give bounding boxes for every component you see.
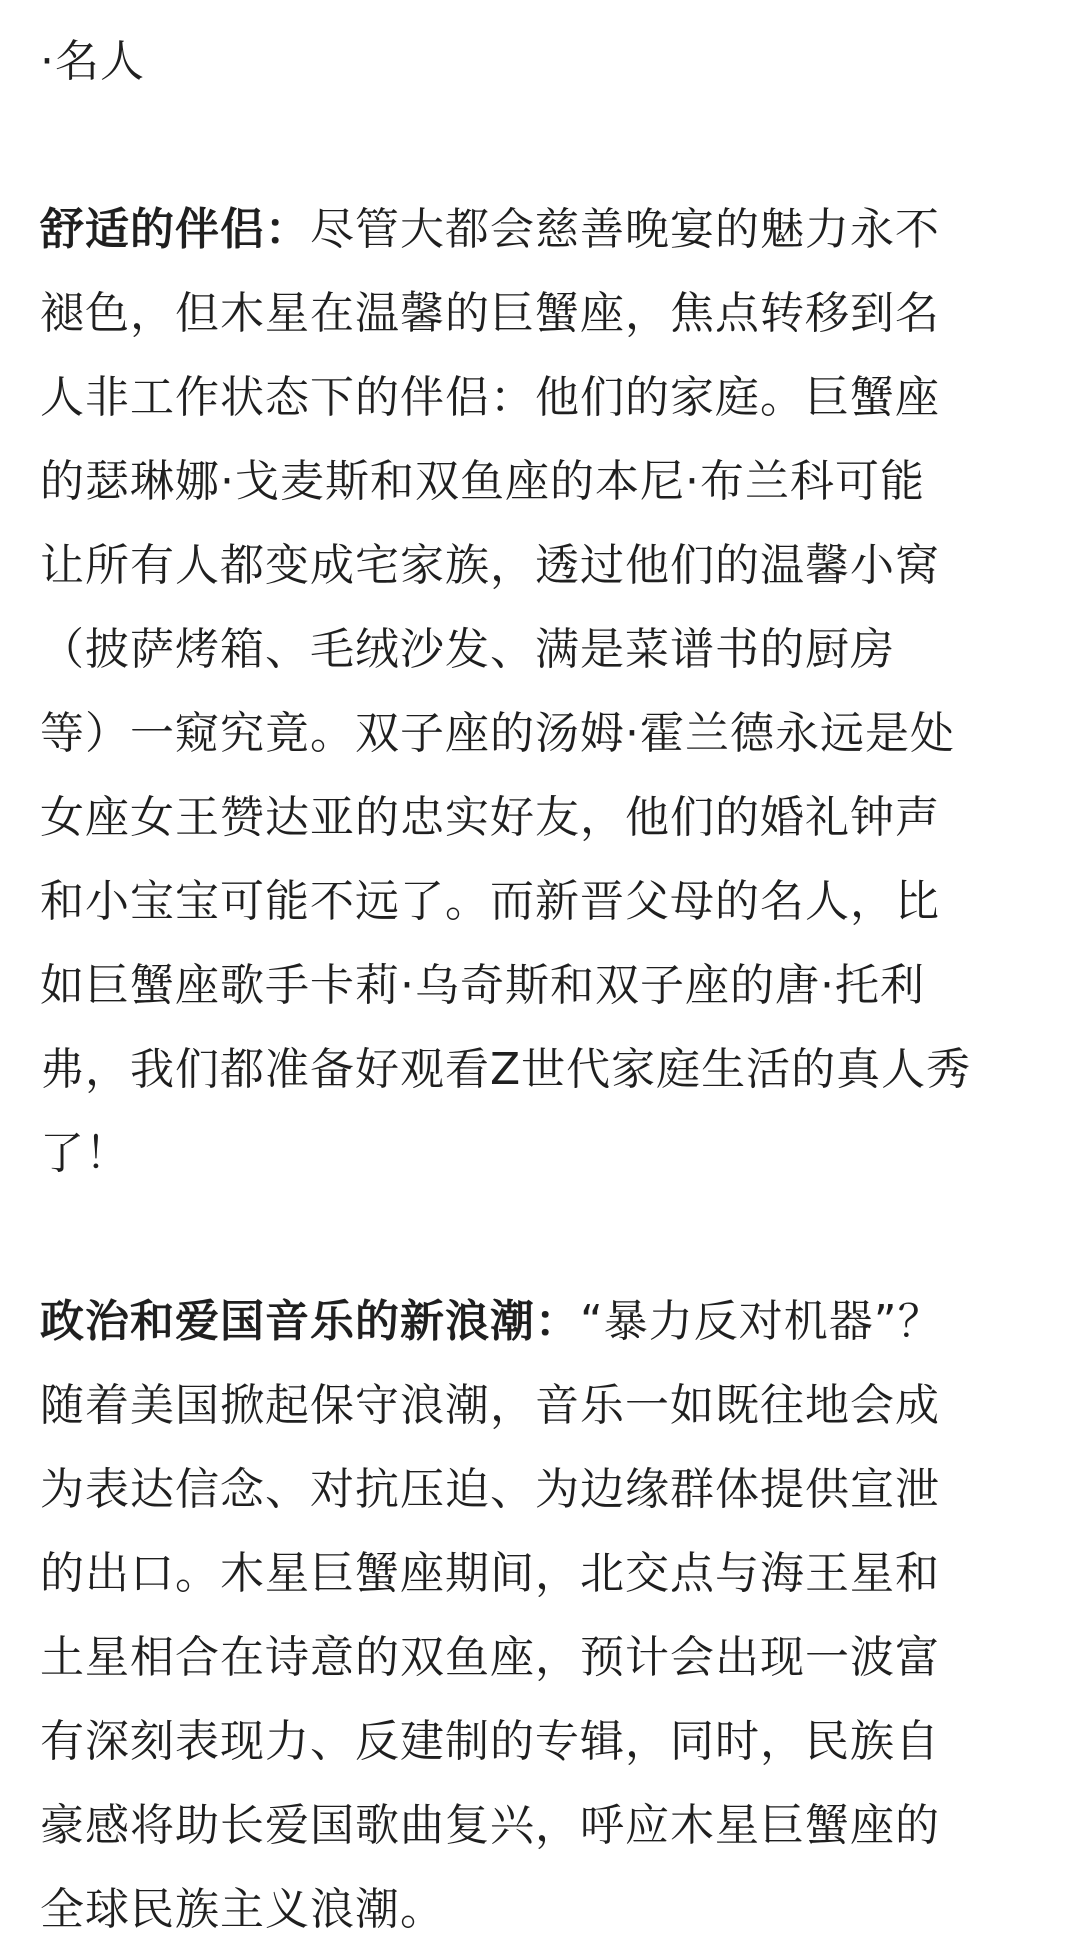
paragraph-line: 让所有人都变成宅家族，透过他们的温馨小窝: [40, 540, 940, 591]
paragraph-line: 土星相合在诗意的双鱼座，预计会出现一波富: [40, 1632, 940, 1683]
paragraph-line: 弗，我们都准备好观看Z世代家庭生活的真人秀: [40, 1044, 972, 1095]
paragraph-text: 尽管大都会慈善晚宴的魅力永不: [310, 204, 940, 255]
paragraph-line: 的瑟琳娜·戈麦斯和双鱼座的本尼·布兰科可能: [40, 456, 925, 507]
section-heading: 舒适的伴侣：: [40, 204, 310, 255]
paragraph-line: 全球民族主义浪潮。: [40, 1884, 445, 1935]
paragraph-gap: [40, 104, 1040, 188]
paragraph-line: 褪色，但木星在温馨的巨蟹座，焦点转移到名: [40, 288, 940, 339]
paragraph-line: 和小宝宝可能不远了。而新晋父母的名人，比: [40, 876, 940, 927]
paragraph-line: 随着美国掀起保守浪潮，音乐一如既往地会成: [40, 1380, 940, 1431]
section-first-line: [40, 188, 1040, 272]
section-heading: 政治和爱国音乐的新浪潮：: [40, 1296, 580, 1347]
paragraph-line: 女座女王赞达亚的忠实好友，他们的婚礼钟声: [40, 792, 940, 843]
paragraph-line: （披萨烤箱、毛绒沙发、满是菜谱书的厨房: [40, 624, 895, 675]
section-first-line: [40, 1280, 1040, 1364]
paragraph-line: 豪感将助长爱国歌曲复兴，呼应木星巨蟹座的: [40, 1800, 940, 1851]
paragraph-line: 的出口。木星巨蟹座期间，北交点与海王星和: [40, 1548, 940, 1599]
paragraph-line: 了！: [40, 1128, 130, 1179]
paragraph-line: 人非工作状态下的伴侣：他们的家庭。巨蟹座: [40, 372, 940, 423]
paragraph-line: 等）一窥究竟。双子座的汤姆·霍兰德永远是处: [40, 708, 955, 759]
paragraph-line: 如巨蟹座歌手卡莉·乌奇斯和双子座的唐·托利: [40, 960, 925, 1011]
section-political-patriotic-music: [40, 1280, 1040, 1952]
paragraph-text: “暴力反对机器”？: [580, 1296, 943, 1347]
paragraph-line: 为表达信念、对抗压迫、为边缘群体提供宣泄: [40, 1464, 940, 1515]
paragraph-line: 有深刻表现力、反建制的专辑，同时，民族自: [40, 1716, 940, 1767]
section-comfortable-partners: [40, 188, 1040, 1196]
list-marker-celebrities: ·名人: [40, 36, 145, 87]
paragraph-gap: [40, 1196, 1040, 1280]
